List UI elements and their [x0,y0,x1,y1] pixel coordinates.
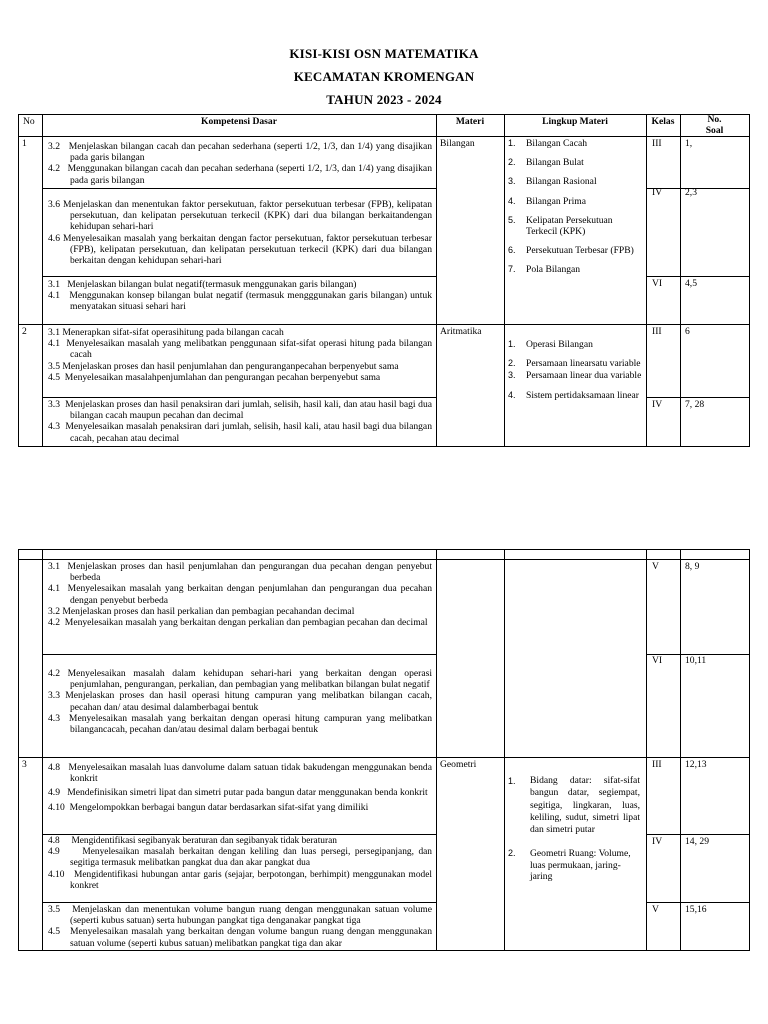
kd-item: 3.2 Menjelaskan proses dan hasil perkalian dan pembagian pecahandan decimal [48,605,355,617]
header-kelas: Kelas [651,116,675,127]
no-soal-cell: 7, 28 [685,399,705,410]
row-number-1: 1 [22,138,27,149]
lingkup-num: 1. [508,339,516,349]
kompetensi-block-2 [48,199,432,266]
lingkup-item [508,264,642,275]
no-soal-cell: 2,3 [685,187,697,198]
lingkup-item [508,138,642,149]
kelas-cell: III [652,759,662,770]
no-soal-cell: 15,16 [685,904,707,915]
lingkup-num: 7. [508,264,516,275]
no-soal-cell: 12,13 [685,759,707,770]
kelas-cell: IV [652,836,663,847]
lingkup-item [508,775,640,836]
kd-item: 4.3 Menyelesaikan masalah penaksiran dari jumlah, selisih, hasil kali, atau hasil bagi dua bilangan cacah, pecahan atau decimal [48,421,432,444]
lingkup-num: 3. [508,176,516,187]
kd-item: 4.3 Menyelesaikan masalah yang berkaitan dengan operasi hitung campuran yang melibatkan bilangancacah, pecahan dan/atau desimal dalam berbagai bentuk [48,712,432,736]
kd-item: 3.5 Menjelaskan dan menentukan volume bangun ruang dengan menggunakan satuan volume (seperti kubus satuan) serta hubungan pangkat tiga denganakar pangkat tiga [48,904,432,927]
lingkup-text: Bilangan Rasional [526,176,597,188]
lingkup-text: Geometri Ruang: Volume, luas permukaan, jaring-jaring [530,848,631,882]
lingkup-text: Bilangan Cacah [526,138,588,149]
lingkup-num: 2. [508,848,516,859]
lingkup-text: Persekutuan Terbesar (FPB) [526,245,634,257]
kd-item: 4.10 Mengelompokkan berbagai bangun datar berdasarkan sifat-sifat yang dimiliki [48,801,369,813]
kelas-cell: VI [652,655,663,666]
kompetensi-block-10 [48,904,432,949]
document-subtitle-district: KECAMATAN KROMENGAN [293,69,475,84]
kd-item: 4.6 Menyelesaikan masalah yang berkaitan dengan factor persekutuan, faktor persekutuan terbesar (FPB), kelipatan persekutuan, dan kelipatan persekutuan terkecil (KPK) dari dua bilangan berkaitan dengan kehidupan sehari-hari [48,232,432,267]
kd-item: 4.1 Menggunakan konsep bilangan bulat negatif (termasuk mengggunakan garis bilangan) untuk menyatakan situasi sehari hari [48,290,432,313]
kd-item: 3.5 Menjelaskan proses dan hasil penjumlahan dan penguranganpecahan berpenyebut sama [48,360,399,372]
lingkup-num: 5. [508,214,516,225]
row-number-3: 3 [22,759,27,770]
lingkup-item [508,358,642,369]
kisi-kisi-table-top [18,114,750,447]
kd-item: 4.8 Mengidentifikasi segibanyak beraturan dan segibanyak tidak beraturan [48,836,337,846]
no-soal-cell: 8, 9 [685,561,700,572]
no-soal-cell: 14, 29 [685,836,709,847]
kelas-cell: III [652,326,662,337]
kompetensi-block-5 [48,399,432,444]
no-soal-cell: 1, [685,138,693,149]
kd-item: 3.2 Menjelaskan bilangan cacah dan pecahan sederhana (seperti 1/2, 1/3, dan 1/4) yang disajikan pada garis bilangan [48,141,432,164]
kd-item: 4.1 Menyelesaikan masalah yang melibatkan penggunaan sifat-sifat operasi hitung pada bilangan cacah [48,338,432,361]
header-no: No [23,116,35,127]
lingkup-materi-aritmatika [508,339,642,401]
lingkup-text: Sistem pertidaksamaan linear [526,389,639,401]
lingkup-text: Kelipatan Persekutuan Terkecil (KPK) [526,214,613,238]
lingkup-text: Persamaan linear dua variable [526,370,642,382]
lingkup-text: Pola Bilangan [526,264,581,276]
kd-item: 3.3 Menjelaskan proses dan hasil penaksiran dari jumlah, selisih, hasil kali, dan atau hasil bagi dua bilangan cacah maupun pecahan dan decimal [48,399,432,422]
lingkup-text: Bidang datar: sifat-sifat bangun datar, segiempat, segitiga, lingkaran, luas, keliling, sudut, simetri lipat dan simetri putar [530,775,640,836]
kompetensi-block-6 [48,561,432,628]
kd-item: 3.3 Menjelaskan proses dan hasil operasi hitung campuran yang melibatkan bilangan cacah, pecahan dan/ atau desimal dalamberbagai bentuk [48,690,432,713]
lingkup-num: 1. [508,776,516,786]
kisi-kisi-table-bottom [18,549,750,951]
kd-item: 4.10 Mengidentifikasi hubungan antar garis (sejajar, berpotongan, berhimpit) menggunakan model konkret [48,869,432,891]
header-no-soal [680,114,749,136]
kompetensi-block-4 [48,327,432,383]
lingkup-item [508,370,642,381]
lingkup-item [508,848,640,882]
header-no-soal-line1: No. [707,114,722,125]
kompetensi-block-1 [48,141,432,186]
materi-bilangan: Bilangan [440,138,475,149]
kd-item: 4.2 Menggunakan bilangan cacah dan pecahan sederhana (seperti 1/2, 1/3, dan 1/4) yang disajikan pada garis bilangan [48,163,432,186]
lingkup-num: 2. [508,157,516,168]
header-kompetensi-dasar: Kompetensi Dasar [201,116,277,127]
lingkup-num: 1. [508,138,516,148]
lingkup-materi-bilangan [508,138,642,276]
lingkup-num: 3. [508,370,516,381]
document-title: KISI-KISI OSN MATEMATIKA [289,46,479,61]
kelas-cell: III [652,138,662,149]
kd-item: 3.6 Menjelaskan dan menentukan faktor persekutuan, faktor persekutuan terbesar (FPB), kelipatan persekutuan, dan kelipatan persekutuan terkecil (KPK) dari dua bilangan berkaitandengan kehidupan sehari-hari [48,199,432,233]
kompetensi-block-8 [48,762,432,813]
kelas-cell: VI [652,278,663,289]
lingkup-text: Bilangan Bulat [526,157,584,169]
document-subtitle-year: TAHUN 2023 - 2024 [326,92,442,107]
lingkup-num: 4. [508,389,516,400]
lingkup-item [508,215,642,237]
kd-item: 4.5 Menyelesaikan masalah yang berkaitan dengan volume bangun ruang dengan menggunakan satuan volume (seperti kubus satuan) melibatkan pangkat tiga dan akar [48,926,432,949]
lingkup-item [508,176,642,187]
no-soal-cell: 6 [685,326,690,337]
kompetensi-block-3 [48,279,432,313]
kd-item: 3.1 Menjelaskan proses dan hasil penjumlahan dan pengurangan dua pecahan dengan penyebut berbeda [48,561,432,584]
no-soal-cell: 10,11 [685,655,707,666]
materi-geometri: Geometri [440,759,477,770]
kd-item: 4.2 Menyelesaikan masalah dalam kehidupan sehari-hari yang berkaitan dengan operasi penjumlahan, pengurangan, perkalian, dan pembagian yang melibatkan bilangan bulat negatif [48,668,432,691]
kelas-cell: IV [652,187,663,198]
lingkup-num: 6. [508,245,516,256]
header-materi: Materi [455,116,485,127]
lingkup-text: Persamaan linearsatu variable [526,358,641,370]
kelas-cell: IV [652,399,663,410]
kompetensi-block-7 [48,668,432,735]
lingkup-num: 2. [508,358,516,369]
lingkup-text: Operasi Bilangan [526,339,593,350]
kompetensi-block-9 [48,836,432,892]
materi-aritmatika: Aritmatika [440,326,482,337]
no-soal-cell: 4,5 [685,278,697,289]
kd-item: 3.1 Menjelaskan bilangan bulat negatif(termasuk menggunakan garis bilangan) [48,279,357,290]
kelas-cell: V [652,561,659,572]
header-no-soal-line2: Soal [705,125,724,136]
lingkup-item [508,196,642,207]
kd-item: 4.9 Mendefinisikan simetri lipat dan simetri putar pada bangun datar menggunakan benda konkrit [48,787,428,799]
row-number-2: 2 [22,326,27,337]
header-lingkup-materi: Lingkup Materi [542,116,608,127]
kd-item: 4.1 Menyelesaikan masalah yang berkaitan dengan penjumlahan dan pengurangan dua pecahan dengan penyebut berbeda [48,583,432,606]
kd-item: 4.2 Menyelesaikan masalah yang berkaitan dengan perkalian dan pembagian pecahan dan decimal [48,617,428,629]
kelas-cell: V [652,904,659,915]
lingkup-text: Bilangan Prima [526,195,586,207]
lingkup-materi-geometri [508,775,640,882]
lingkup-item [508,245,642,256]
kd-item: 4.5 Menyelesaikan masalahpenjumlahan dan pengurangan pecahan berpenyebut sama [48,371,381,383]
lingkup-item [508,390,642,401]
lingkup-num: 4. [508,195,516,206]
kd-item: 4.8 Menyelesaikan masalah luas danvolume dalam satuan tidak bakudengan menggunakan benda konkrit [48,762,432,785]
lingkup-item [508,339,642,350]
kd-item: 4.9 Menyelesaikan masalah berkaitan dengan keliling dan luas persegi, persegipanjang, dan segitiga termasuk melibatkan pangkat dua dan akar pangkat dua [48,847,432,869]
lingkup-item [508,157,642,168]
kd-item: 3.1 Menerapkan sifat-sifat operasihitung pada bilangan cacah [48,327,284,338]
